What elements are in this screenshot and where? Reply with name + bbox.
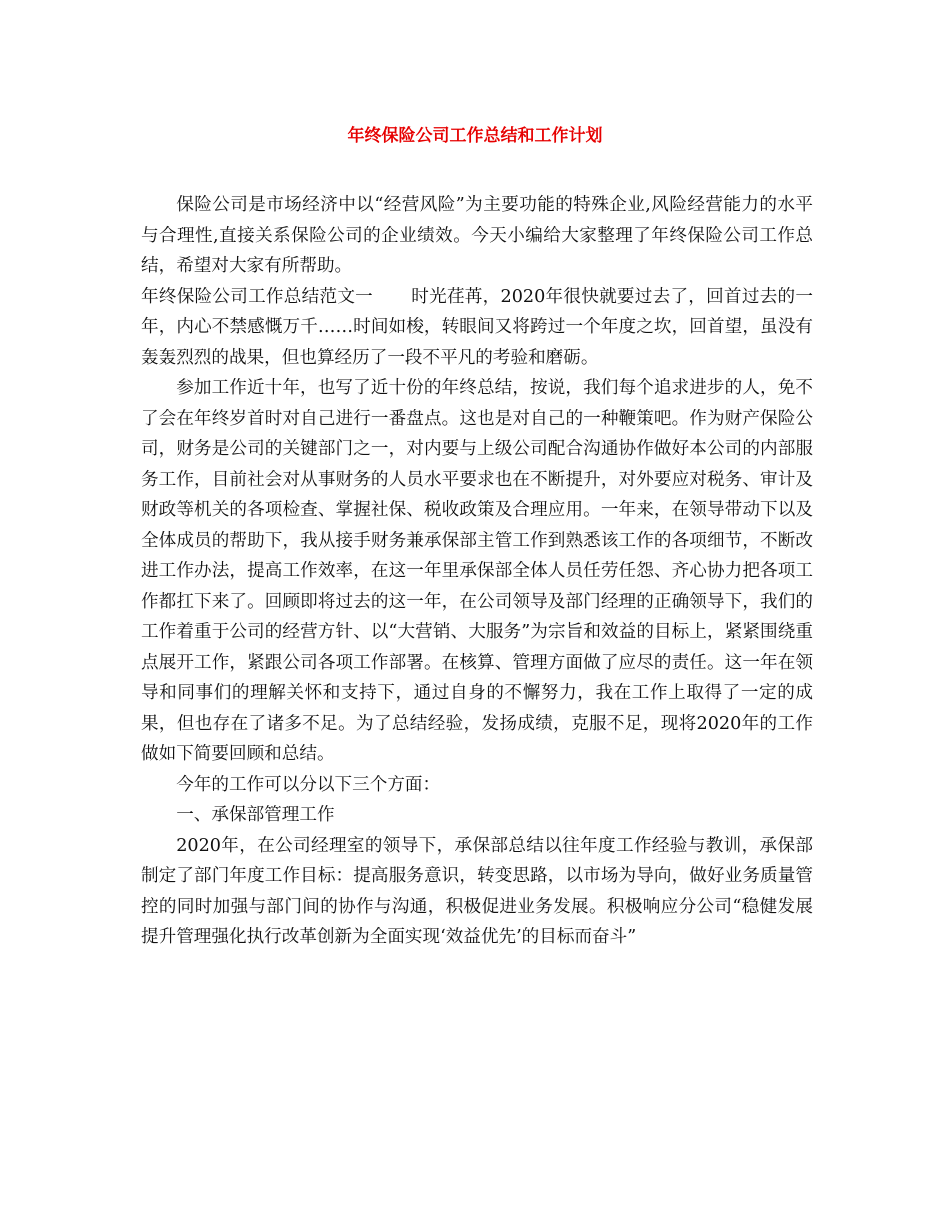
section-1-heading: 一、承保部管理工作 <box>176 805 335 825</box>
sample-opening: 时光荏苒，2020年很快就要过去了，回首过去的一年，内心不禁感慨万千……时间如梭，转眼间又将跨过一个年度之坎，回首望，虽没有轰轰烈烈的战果，但也算经历了一段不平凡的考验和磨砺。 <box>141 286 813 368</box>
intro-paragraph: 保险公司是市场经济中以“经营风险”为主要功能的特殊企业,风险经营能力的水平与合理性,直接关系保险公司的企业绩效。今天小编给大家整理了年终保险公司工作总结，希望对大家有所帮助。 <box>141 195 813 276</box>
paragraph-2: 参加工作近十年，也写了近十份的年终总结，按说，我们每个追求进步的人，免不了会在年终岁首时对自己进行一番盘点。这也是对自己的一种鞭策吧。作为财产保险公司，财务是公司的关键部门之一，对内要与上级公司配合沟通协作做好本公司的内部服务工作，目前社会对从事财务的人员水平要求也在不断提升，对外要应对税务、审计及财政等机关的各项检查、掌握社保、税收政策及合理应用。一年来，在领导带动下以及全体成员的帮助下，我从接手财务兼承保部主管工作到熟悉该工作的各项细节，不断改进工作办法，提高工作效率，在这一年里承保部全体人员任劳任怨、齐心协力把各项工作都扛下来了。回顾即将过去的这一年，在公司领导及部门经理的正确领导下，我们的工作着重于公司的经营方针、以“大营销、大服务”为宗旨和效益的目标上，紧紧围绕重点展开工作，紧跟公司各项工作部署。在核算、管理方面做了应尽的责任。这一年在领导和同事们的理解关怀和支持下，通过自身的不懈努力，我在工作上取得了一定的成果，但也存在了诸多不足。为了总结经验，发扬成绩，克服不足，现将2020年的工作做如下简要回顾和总结。 <box>141 378 813 764</box>
paragraph-3: 今年的工作可以分以下三个方面： <box>176 774 441 795</box>
document-title: 年终保险公司工作总结和工作计划 <box>347 126 603 146</box>
sample-heading: 年终保险公司工作总结范文一 <box>141 286 374 307</box>
paragraph-4: 2020年，在公司经理室的领导下，承保部总结以往年度工作经验与教训，承保部制定了部门年度工作目标：提高服务意识，转变思路，以市场为导向，做好业务质量管控的同时加强与部门间的协作与沟通，积极促进业务发展。积极响应分公司“稳健发展提升管理强化执行改革创新为全面实现‘效益优先’的目标而奋斗” <box>141 835 813 947</box>
sample-paragraph <box>141 282 813 374</box>
document-body <box>141 190 813 953</box>
